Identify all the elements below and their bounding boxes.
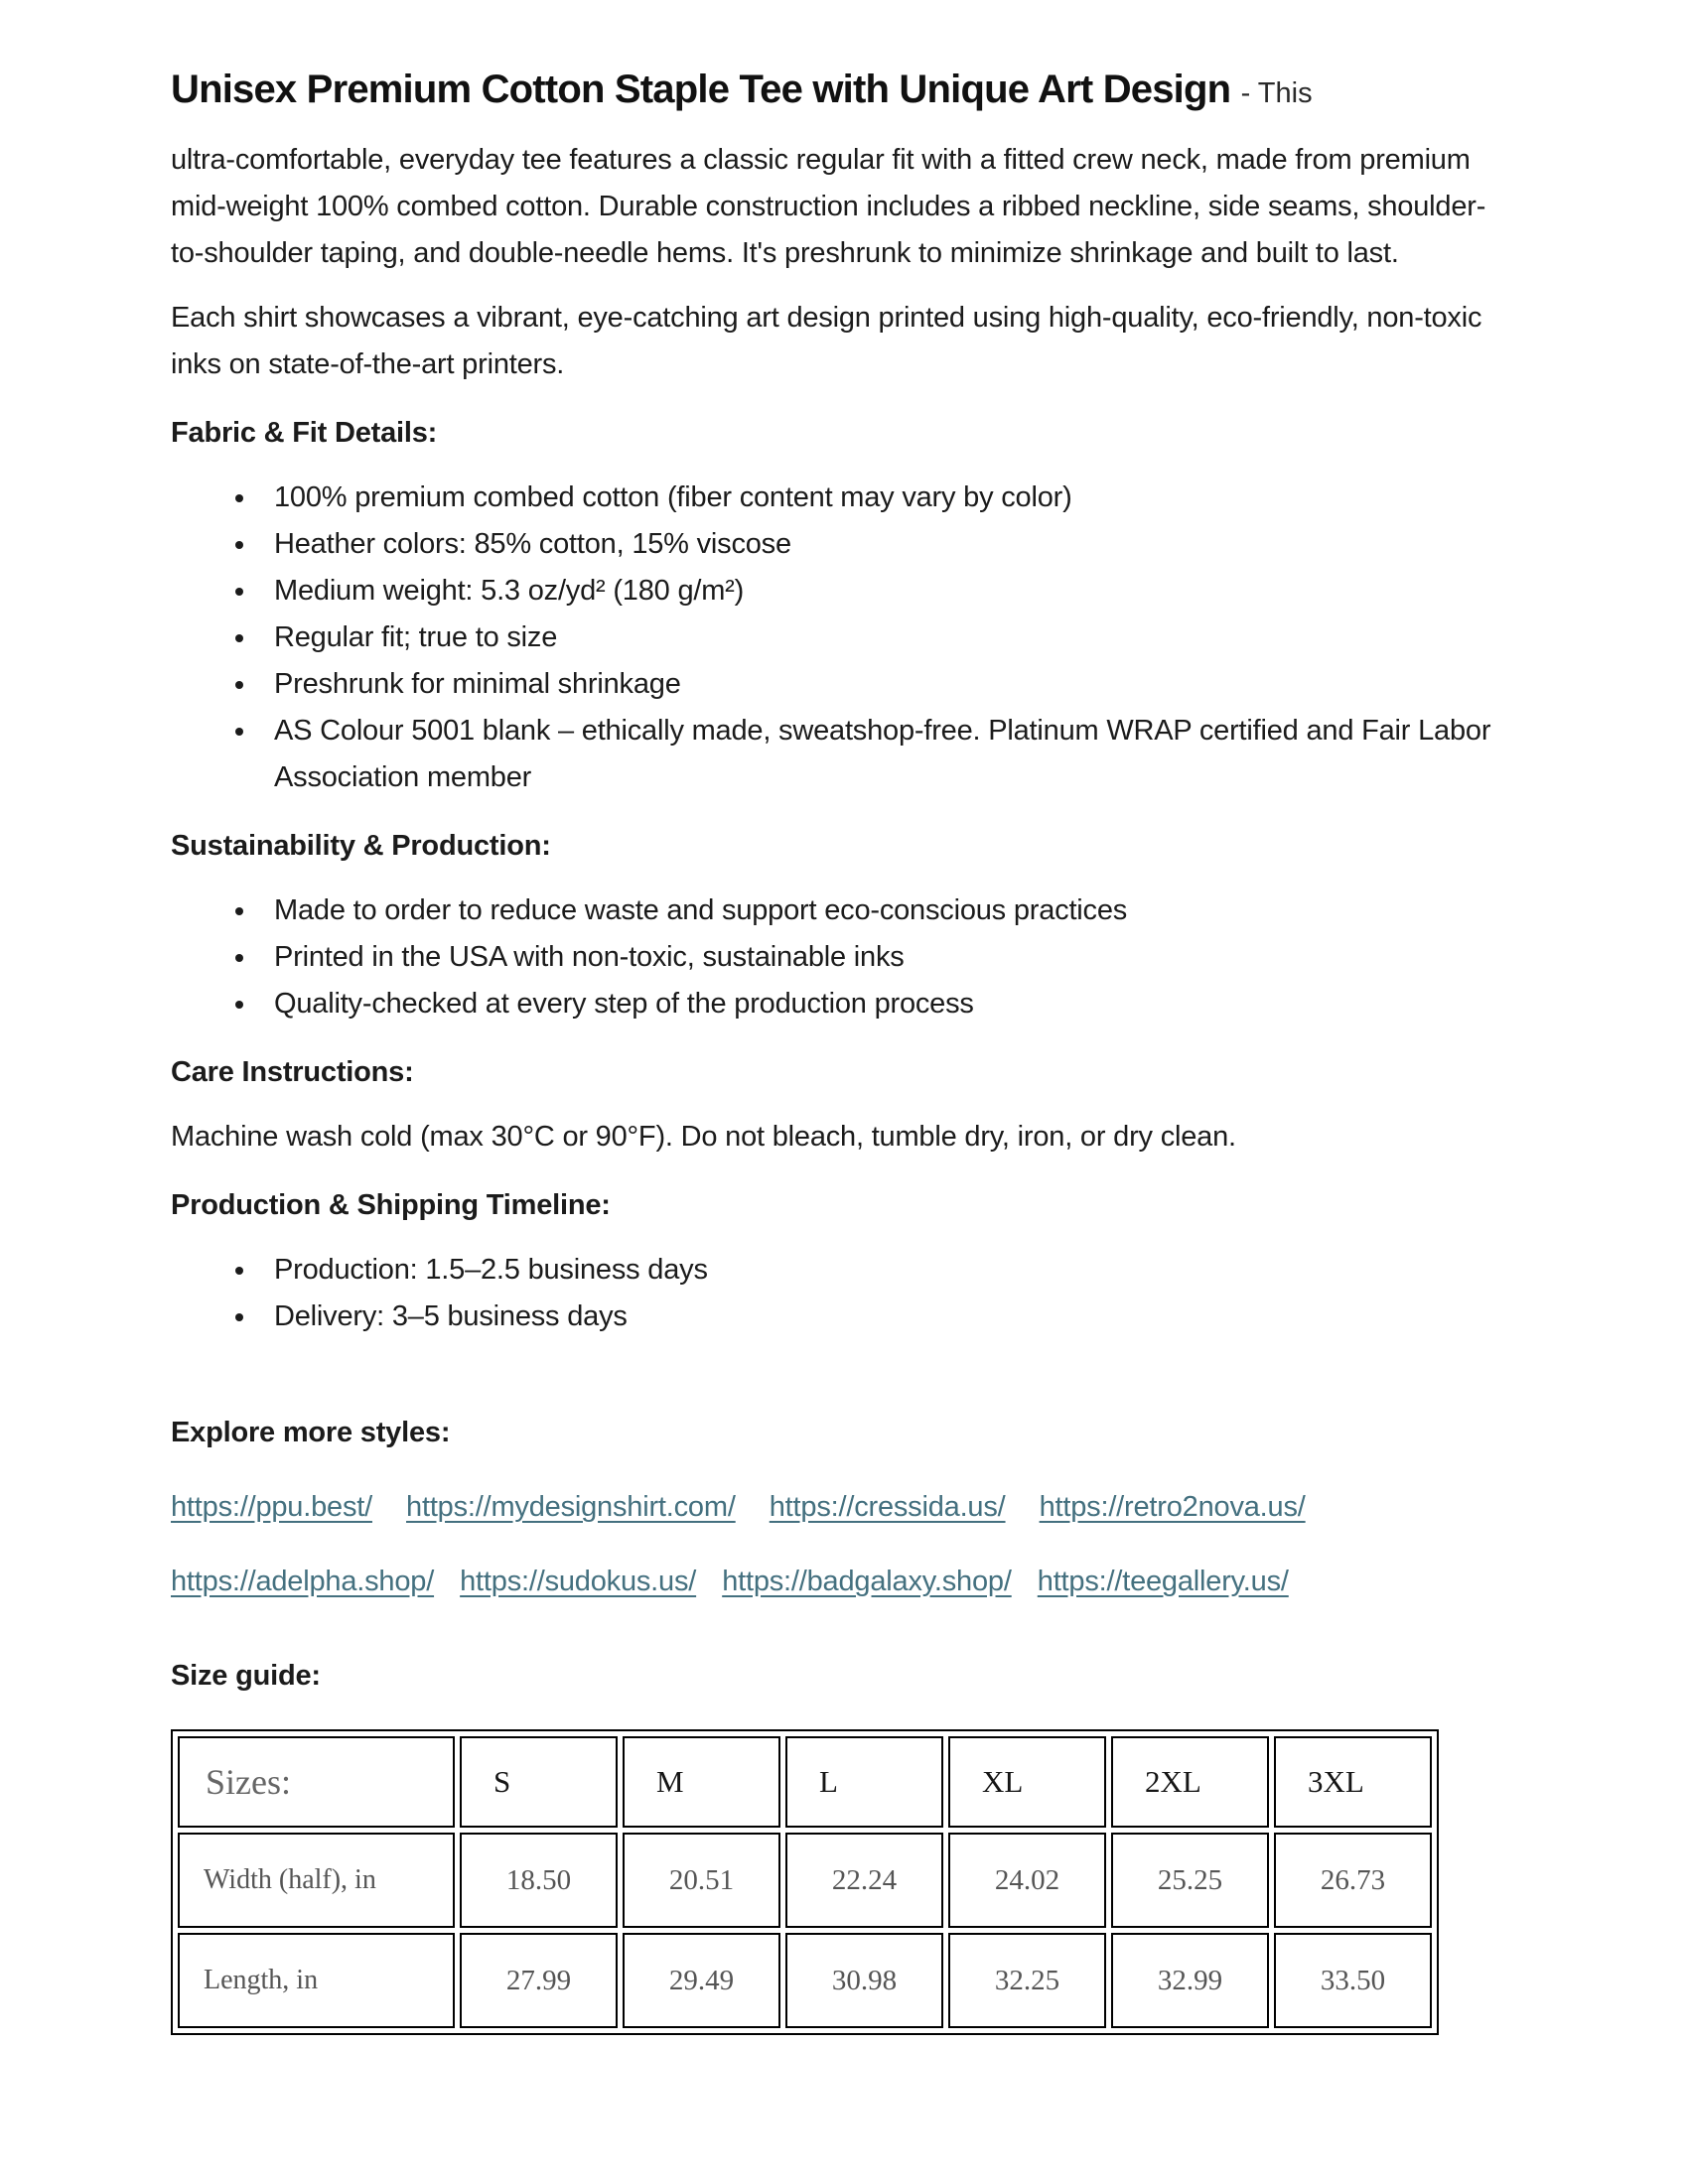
width-value-cell: 22.24 [785, 1833, 943, 1928]
explore-link[interactable]: https://ppu.best/ [171, 1491, 372, 1523]
heading-timeline: Production & Shipping Timeline: [171, 1189, 611, 1221]
fabric-fit-item: • Medium weight: 5.3 oz/yd² (180 g/m²) [258, 568, 1517, 614]
fabric-fit-list [171, 475, 1517, 801]
row-label: Width (half), in [178, 1833, 455, 1928]
width-value-cell: 20.51 [623, 1833, 780, 1928]
length-row [178, 1933, 1432, 2028]
timeline-item: • Delivery: 3–5 business days [258, 1294, 1517, 1340]
explore-link[interactable]: https://cressida.us/ [769, 1491, 1006, 1523]
explore-link[interactable]: https://sudokus.us/ [460, 1566, 697, 1597]
size-header-cell: Sizes: [178, 1736, 455, 1828]
fabric-fit-item: • 100% premium combed cotton (fiber content may vary by color) [258, 475, 1517, 521]
width-value-cell: 24.02 [948, 1833, 1106, 1928]
fabric-fit-item: • Regular fit; true to size [258, 614, 1517, 661]
fabric-fit-item: • Preshrunk for minimal shrinkage [258, 661, 1517, 708]
sustainability-item: • Printed in the USA with non-toxic, sustainable inks [258, 934, 1517, 981]
length-value-cell: 32.25 [948, 1933, 1106, 2028]
width-value-cell: 18.50 [460, 1833, 618, 1928]
size-header-cell: XL [948, 1736, 1106, 1828]
size-header-cell: L [785, 1736, 943, 1828]
size-table-header-row [178, 1736, 1432, 1828]
size-header-cell: 2XL [1111, 1736, 1269, 1828]
title-suffix: - This [1240, 77, 1313, 109]
length-value-cell: 33.50 [1274, 1933, 1432, 2028]
heading-sustainability: Sustainability & Production: [171, 830, 551, 862]
size-header-cell: M [623, 1736, 780, 1828]
title-text: Unisex Premium Cotton Staple Tee with Unique Art Design [171, 68, 1231, 111]
sustainability-item: • Made to order to reduce waste and support eco-conscious practices [258, 887, 1517, 934]
heading-care: Care Instructions: [171, 1056, 414, 1088]
row-label: Length, in [178, 1933, 455, 2028]
explore-link[interactable]: https://adelpha.shop/ [171, 1566, 435, 1597]
length-value-cell: 32.99 [1111, 1933, 1269, 2028]
page-title [171, 62, 1517, 121]
printing-paragraph: Each shirt showcases a vibrant, eye-catching art design printed using high-quality, eco-friendly, non-toxic inks on state-of-the-art printers. [171, 302, 1482, 380]
width-row [178, 1833, 1432, 1928]
size-guide-table [171, 1729, 1439, 2035]
fabric-fit-item: • AS Colour 5001 blank – ethically made, sweatshop-free. Platinum WRAP certified and Fair Labor Association member [258, 708, 1517, 801]
heading-size-guide: Size guide: [171, 1660, 321, 1692]
explore-link[interactable]: https://retro2nova.us/ [1039, 1491, 1306, 1523]
timeline-item: • Production: 1.5–2.5 business days [258, 1247, 1517, 1294]
explore-link[interactable]: https://teegallery.us/ [1037, 1566, 1289, 1597]
sustainability-item: • Quality-checked at every step of the production process [258, 981, 1517, 1027]
length-value-cell: 30.98 [785, 1933, 943, 2028]
intro-paragraph: ultra-comfortable, everyday tee features a classic regular fit with a fitted crew neck, made from premium mid-weight 100% combed cotton. Durable construction includes a ribbed neckline, side seams, shoulder-to-shoulder taping, and double-needle hems. It's preshrunk to minimize shrinkage and built to last. [171, 144, 1486, 269]
explore-link[interactable]: https://badgalaxy.shop/ [722, 1566, 1012, 1597]
care-text: Machine wash cold (max 30°C or 90°F). Do not bleach, tumble dry, iron, or dry clean. [171, 1121, 1236, 1153]
size-header-cell: 3XL [1274, 1736, 1432, 1828]
timeline-list [171, 1247, 1517, 1340]
width-value-cell: 25.25 [1111, 1833, 1269, 1928]
fabric-fit-item: • Heather colors: 85% cotton, 15% viscose [258, 521, 1517, 568]
links-row-1 [171, 1484, 1517, 1531]
length-value-cell: 27.99 [460, 1933, 618, 2028]
links-row-2 [171, 1559, 1517, 1605]
width-value-cell: 26.73 [1274, 1833, 1432, 1928]
size-header-cell: S [460, 1736, 618, 1828]
explore-link[interactable]: https://mydesignshirt.com/ [406, 1491, 736, 1523]
heading-explore: Explore more styles: [171, 1417, 451, 1448]
heading-fabric-fit: Fabric & Fit Details: [171, 417, 438, 449]
length-value-cell: 29.49 [623, 1933, 780, 2028]
sustainability-list [171, 887, 1517, 1027]
